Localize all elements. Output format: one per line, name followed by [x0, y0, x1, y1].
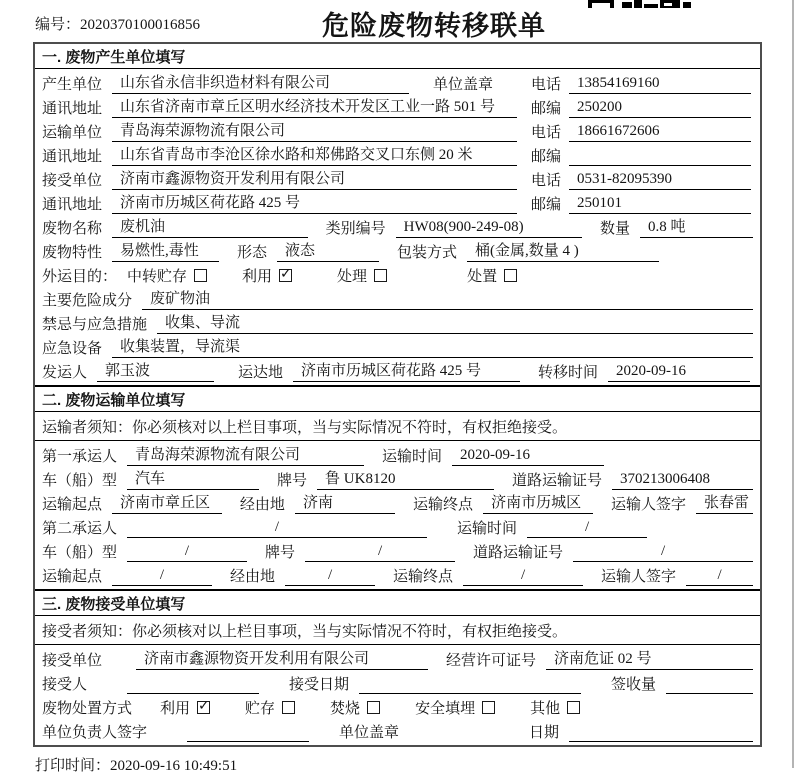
- hazard-label: 主要危险成分: [42, 292, 133, 309]
- received-qty-value: [666, 673, 753, 694]
- producer-phone: [531, 73, 753, 94]
- zip-label: 邮编: [531, 196, 562, 213]
- route-via-value: 济南: [295, 493, 395, 514]
- phone-value: 13854169160: [569, 73, 751, 94]
- section3-notice: [35, 616, 760, 645]
- carrier1-row: [35, 443, 760, 467]
- equipment-row: [35, 335, 760, 359]
- zip-label: 邮编: [531, 148, 562, 165]
- checkbox-label: 其他: [530, 700, 561, 717]
- transporter-value: 青岛海荣源物流有限公司: [112, 121, 517, 142]
- road-permit-value: /: [573, 541, 753, 562]
- plate-value: 鲁 UK8120: [317, 469, 494, 490]
- checkbox-icon: [367, 701, 380, 714]
- print-time-value: 2020-09-16 10:49:51: [110, 758, 238, 774]
- address-value: 济南市历城区荷花路 425 号: [112, 193, 517, 214]
- notice-text: 接受者须知：你必须核对以上栏目事项，当与实际情况不符时，有权拒绝接受。: [42, 623, 568, 640]
- producer-row: [35, 71, 760, 95]
- section2-body: [35, 441, 760, 589]
- receiver-phone: [531, 169, 753, 190]
- transporter-row: [35, 119, 760, 143]
- producer-value: 山东省永信非织造材料有限公司: [112, 73, 409, 94]
- form-label: 形态: [237, 244, 268, 261]
- phone-label: 电话: [531, 76, 562, 93]
- disposal-label: 废物处置方式: [42, 700, 133, 717]
- equipment-label: 应急设备: [42, 340, 103, 357]
- unit-seal-label: 单位盖章: [339, 724, 400, 741]
- receiver-row: [35, 167, 760, 191]
- vehicle2-row: [35, 539, 760, 563]
- vehicle-type-label: 车（船）型: [42, 544, 118, 561]
- dest-label: 运达地: [238, 364, 284, 381]
- waste-name-value: 废机油: [112, 217, 308, 238]
- section1-body: [35, 69, 760, 385]
- traits-value: 易燃性,毒性: [112, 241, 219, 262]
- address-value: 山东省青岛市李沧区徐水路和郑佛路交叉口东侧 20 米: [112, 145, 517, 166]
- accept-date-value: [359, 673, 581, 694]
- zip-value: [569, 145, 751, 166]
- disposal-option-burn: [330, 697, 380, 718]
- checkbox-label: 利用: [160, 700, 191, 717]
- purpose-row: [35, 263, 760, 287]
- dispatcher-label: 发运人: [42, 364, 88, 381]
- emergency-label: 禁忌与应急措施: [42, 316, 148, 333]
- address-label: 通讯地址: [42, 148, 103, 165]
- phone-label: 电话: [531, 124, 562, 141]
- address-label: 通讯地址: [42, 100, 103, 117]
- serial-value: 2020370100016856: [80, 17, 201, 33]
- checkbox-label: 安全填埋: [415, 700, 476, 717]
- route-start-label: 运输起点: [42, 568, 103, 585]
- dispatcher-value: 郭玉波: [97, 361, 214, 382]
- transport-time-label: 运输时间: [382, 448, 443, 465]
- checkbox-label: 利用: [242, 268, 273, 285]
- producer-label: 产生单位: [42, 76, 103, 93]
- serial-label: 编号：: [35, 17, 81, 33]
- code-value: HW08(900-249-08): [396, 217, 582, 238]
- road-permit-label: 道路运输证号: [473, 544, 564, 561]
- plate-label: 牌号: [277, 472, 308, 489]
- scan-edge-line: [792, 0, 794, 768]
- transporter-zip: [531, 145, 753, 166]
- purpose-option-use: [242, 265, 292, 286]
- route2-row: [35, 563, 760, 587]
- checkbox-label: 处置: [467, 268, 498, 285]
- checkbox-icon: [374, 269, 387, 282]
- checkbox-icon: [567, 701, 580, 714]
- checkbox-label: 处理: [337, 268, 368, 285]
- route-end-label: 运输终点: [393, 568, 454, 585]
- zip-value: 250200: [569, 97, 751, 118]
- address-label: 通讯地址: [42, 196, 103, 213]
- emergency-value: 收集、导流: [157, 313, 753, 334]
- phone-value: 0531-82095390: [569, 169, 751, 190]
- waste-name-label: 废物名称: [42, 220, 103, 237]
- carrier-sign-value: /: [686, 565, 753, 586]
- checkbox-icon: [282, 701, 295, 714]
- pack-label: 包装方式: [397, 244, 458, 261]
- manifest-form: [33, 42, 762, 747]
- route-start-value: /: [112, 565, 212, 586]
- producer-zip: [531, 97, 753, 118]
- vehicle-type-label: 车（船）型: [42, 472, 118, 489]
- qty-label: 数量: [600, 220, 631, 237]
- receiver-address-row: [35, 191, 760, 215]
- responsible-sign-label: 单位负责人签字: [42, 724, 148, 741]
- carrier2-label: 第二承运人: [42, 520, 118, 537]
- disposal-option-use: [160, 697, 210, 718]
- receiver-zip: [531, 193, 753, 214]
- pack-value: 桶(金属,数量 4 ): [467, 241, 659, 262]
- route-via-value: /: [285, 565, 375, 586]
- checkbox-icon: [504, 269, 517, 282]
- disposal-option-landfill: [415, 697, 495, 718]
- checkbox-icon: [197, 701, 210, 714]
- equipment-value: 收集装置，导流渠: [112, 337, 753, 358]
- vehicle-type-value: 汽车: [127, 469, 259, 490]
- zip-label: 邮编: [531, 100, 562, 117]
- transport-time-value: 2020-09-16: [452, 445, 604, 466]
- date-value: [569, 721, 753, 742]
- permit-value: 济南危证 02 号: [546, 649, 753, 670]
- route-start-label: 运输起点: [42, 496, 103, 513]
- dest-value: 济南市历城区荷花路 425 号: [293, 361, 520, 382]
- section3-body: [35, 645, 760, 745]
- emergency-row: [35, 311, 760, 335]
- disposal-row: [35, 695, 760, 719]
- form-value: 液态: [277, 241, 379, 262]
- code-label: 类别编号: [325, 220, 386, 237]
- accept-person-value: [127, 673, 259, 694]
- page-title: 危险废物转移联单: [322, 11, 546, 41]
- transfer-time-label: 转移时间: [538, 364, 599, 381]
- producer-address-row: [35, 95, 760, 119]
- vehicle-type-value: /: [127, 541, 247, 562]
- print-time-label: 打印时间：: [35, 758, 111, 774]
- purpose-option-treat: [337, 265, 387, 286]
- accept-unit-row: [35, 647, 760, 671]
- carrier-sign-label: 运输人签字: [601, 568, 677, 585]
- carrier-sign-label: 运输人签字: [610, 496, 686, 513]
- carrier1-value: 青岛海荣源物流有限公司: [127, 445, 364, 466]
- seal-label: 单位盖章: [433, 76, 494, 93]
- vehicle1-row: [35, 467, 760, 491]
- carrier2-row: [35, 515, 760, 539]
- waste-traits-row: [35, 239, 760, 263]
- hazard-value: 废矿物油: [142, 289, 753, 310]
- road-permit-value: 370213006408: [612, 469, 753, 490]
- dispatch-row: [35, 359, 760, 383]
- disposal-option-store: [245, 697, 295, 718]
- receiver-value: 济南市鑫源物资开发利用有限公司: [112, 169, 517, 190]
- received-qty-label: 签收量: [611, 676, 657, 693]
- checkbox-label: 贮存: [245, 700, 276, 717]
- carrier2-value: /: [127, 517, 427, 538]
- responsible-sign-value: [187, 721, 309, 742]
- print-time: [35, 754, 796, 775]
- checkbox-label: 中转贮存: [127, 268, 188, 285]
- traits-label: 废物特性: [42, 244, 103, 261]
- transporter-phone: [531, 121, 753, 142]
- accept-unit-value: 济南市鑫源物资开发利用有限公司: [136, 649, 428, 670]
- route-start-value: 济南市章丘区: [112, 493, 222, 514]
- section3-header: 三. 废物接受单位填写: [35, 589, 760, 616]
- carrier-sign-value: 张春雷: [696, 493, 753, 514]
- carrier1-label: 第一承运人: [42, 448, 118, 465]
- transporter-label: 运输单位: [42, 124, 103, 141]
- phone-value: 18661672606: [569, 121, 751, 142]
- transport-time-label: 运输时间: [457, 520, 518, 537]
- permit-label: 经营许可证号: [446, 652, 537, 669]
- checkbox-icon: [194, 269, 207, 282]
- hazard-row: [35, 287, 760, 311]
- form-header: [0, 0, 796, 42]
- purpose-option-dispose: [467, 265, 517, 286]
- checkbox-icon: [279, 269, 292, 282]
- route-via-label: 经由地: [230, 568, 276, 585]
- transport-time-value: /: [527, 517, 647, 538]
- checkbox-label: 焚烧: [330, 700, 361, 717]
- transfer-time-value: 2020-09-16: [608, 361, 750, 382]
- purpose-label: 外运目的：: [42, 268, 118, 285]
- serial-number: [35, 13, 200, 34]
- accept-date-label: 接受日期: [289, 676, 350, 693]
- disposal-option-other: [530, 697, 580, 718]
- date-label: 日期: [529, 724, 560, 741]
- accept-person-row: [35, 671, 760, 695]
- section2-header: 二. 废物运输单位填写: [35, 385, 760, 412]
- route-end-label: 运输终点: [413, 496, 474, 513]
- responsible-sign-row: [35, 719, 760, 743]
- accept-unit-label: 接受单位: [42, 652, 103, 669]
- route1-row: [35, 491, 760, 515]
- qr-code-fragment-icon: [588, 0, 692, 10]
- section2-notice: [35, 412, 760, 441]
- phone-label: 电话: [531, 172, 562, 189]
- accept-person-label: 接受人: [42, 676, 88, 693]
- section1-header: 一. 废物产生单位填写: [35, 44, 760, 69]
- purpose-option-transfer: [127, 265, 207, 286]
- waste-name-row: [35, 215, 760, 239]
- route-end-value: /: [463, 565, 583, 586]
- checkbox-icon: [482, 701, 495, 714]
- address-value: 山东省济南市章丘区明水经济技术开发区工业一路 501 号: [112, 97, 517, 118]
- zip-value: 250101: [569, 193, 751, 214]
- transporter-address-row: [35, 143, 760, 167]
- route-via-label: 经由地: [239, 496, 285, 513]
- plate-label: 牌号: [265, 544, 296, 561]
- road-permit-label: 道路运输证号: [512, 472, 603, 489]
- receiver-label: 接受单位: [42, 172, 103, 189]
- qty-value: 0.8 吨: [640, 217, 753, 238]
- plate-value: /: [305, 541, 455, 562]
- route-end-value: 济南市历城区: [483, 493, 593, 514]
- notice-text: 运输者须知：你必须核对以上栏目事项，当与实际情况不符时，有权拒绝接受。: [42, 419, 568, 436]
